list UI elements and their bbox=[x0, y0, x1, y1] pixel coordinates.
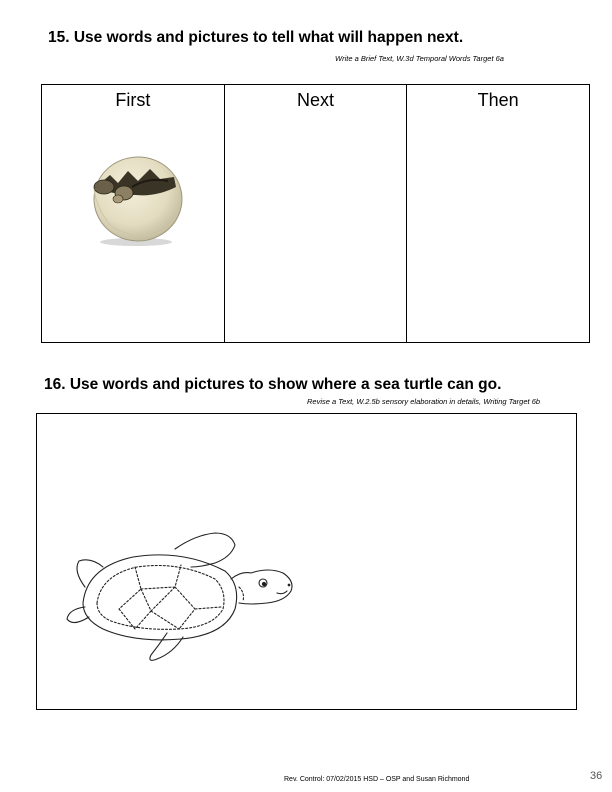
first-column[interactable] bbox=[42, 85, 224, 342]
question-16-standard: Revise a Text, W.2.5b sensory elaboration in details, Writing Target 6b bbox=[307, 397, 541, 406]
drawing-box[interactable] bbox=[36, 413, 577, 710]
question-15-standard: Write a Brief Text, W.3d Temporal Words Target 6a bbox=[335, 54, 504, 63]
then-column-header: Then bbox=[477, 90, 519, 110]
sea-turtle-icon bbox=[55, 527, 305, 677]
then-column[interactable] bbox=[406, 85, 589, 342]
question-16-title: 16. Use words and pictures to show where a sea turtle can go. bbox=[44, 376, 502, 393]
hatching-egg-icon bbox=[76, 147, 196, 247]
question-15-title: 15. Use words and pictures to tell what will happen next. bbox=[48, 29, 464, 46]
next-column-header: Next bbox=[297, 90, 335, 110]
first-column-header: First bbox=[115, 90, 151, 110]
sequence-table bbox=[41, 84, 590, 343]
page-number: 36 bbox=[590, 770, 603, 782]
next-column[interactable] bbox=[224, 85, 407, 342]
sea-turtle-picture bbox=[55, 527, 305, 677]
footer-revision-text: Rev. Control: 07/02/2015 HSD – OSP and Susan Richmond bbox=[284, 776, 470, 783]
hatching-egg-picture bbox=[76, 147, 196, 247]
